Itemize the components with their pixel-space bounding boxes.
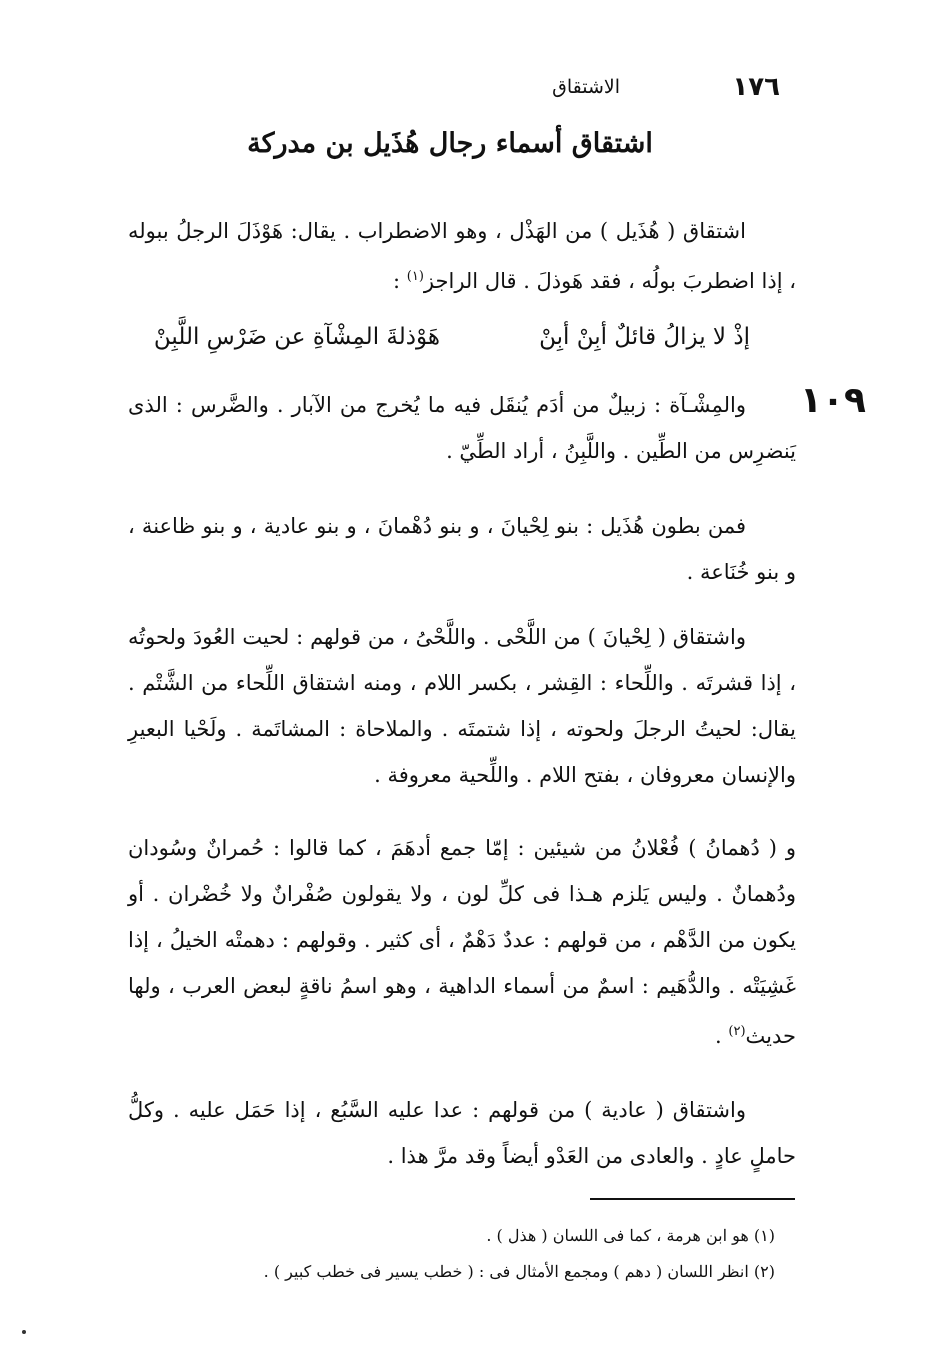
verse-first-hemistich: إذْ لا يزالُ قائلٌ أبِنْ أبِنْ: [539, 324, 750, 350]
margin-number: ١٠٩: [800, 380, 866, 421]
paragraph-lihyan: واشتقاق ( لِحْيانَ ) من اللَّحْى . واللَّحْىُ ، من قولهم : لحيت العُودَ ولحوتُه ، إذا قشرتَه . واللِّحاء : القِشر ، بكسر اللام ، ومنه اشتقاق اللِّحاء من الشَّتْم . يقال: لحيتُ الرجلَ ولحوته ، إذا شتمتَه . والملاحاة : المشاتَمة . ولَحْيا البعيرِ والإنسان معروفان ، بفتح اللام . واللِّحية معروفة .: [128, 625, 796, 787]
footnotes: [200, 1218, 775, 1290]
footnote-ref-2: (٢): [728, 1024, 746, 1039]
paragraph-adiya: واشتقاق ( عادية ) من قولهم : عدا عليه السَّبُع ، إذا حَمَل عليه . وكلُّ حاملٍ عادٍ . والعادى من العَدْو أيضاً وقد مرَّ هذا .: [128, 1098, 796, 1168]
paragraph-text: و ( دُهمانُ ) فُعْلانُ من شيئين : إمّا جمع أدهَمَ ، كما قالوا : حُمرانٌ وسُودان ودُهمانٌ . وليس يَلزم هـذا فى كلِّ لون ، ولا يقولون صُفْرانٌ ولا خُضْران . أو يكون من الدَّهْم ، من قولهم : عددٌ دَهْمٌ ، أى كثير . وقولهم : دهمتْه الخيلُ ، إذا غَشِيَتْه . والدُّهَيم : اسمٌ من أسماء الداهية ، وهو اسمُ ناقةٍ لبعض العرب ، ولها حديث: [128, 836, 797, 1048]
footnote-divider: [590, 1198, 795, 1200]
running-head: الاشتقاق: [552, 76, 620, 98]
footnote-2: (٢) انظر اللسان ( دهم ) ومجمع الأمثال فى : ( خطب يسير فى خطب كبير ) .: [263, 1262, 775, 1281]
paragraph-end: .: [715, 1024, 729, 1048]
paragraph-clans: فمن بطون هُذَيل : بنو لِحْيانَ ، و بنو دُهْمانَ ، و بنو عادية ، و بنو ظاعنة ، و بنو خُنَاعة .: [128, 514, 796, 584]
footnote-1: (١) هو ابن هرمة ، كما فى اللسان ( هذل ) .: [486, 1226, 775, 1245]
paragraph-text: اشتقاق ( هُذَيل ) من الهَذْل ، وهو الاضطراب . يقال: هَوْذَلَ الرجلُ ببوله ، إذا اضطربَ بولُه ، فقد هَوذلَ . قال الراجز: [128, 219, 796, 293]
paragraph-duhman: [128, 825, 796, 1059]
footnote-ref-1: (١): [406, 269, 424, 284]
verse-second-hemistich: هَوْذلةَ المِشْآةِ عن ضَرْسِ اللَّبِنْ: [153, 324, 440, 350]
page-speck: [22, 1330, 26, 1334]
page-number: ١٧٦: [732, 72, 780, 102]
poetry-verse: [150, 318, 770, 368]
chapter-title: اشتقاق أسماء رجال هُذَيل بن مدركة: [247, 128, 653, 159]
paragraph-end: :: [393, 269, 407, 293]
paragraph-mishah: والمِشْـآة : زبيلٌ من أدَم يُنقَل فيه ما يُخرج من الآبار . والضَّرس : الذى يَنضرِس من الطِّين . واللَّبِنُ ، أراد الطِّيّ .: [128, 393, 796, 463]
page-header: [400, 68, 800, 108]
paragraph-hudhayl: [128, 208, 796, 304]
